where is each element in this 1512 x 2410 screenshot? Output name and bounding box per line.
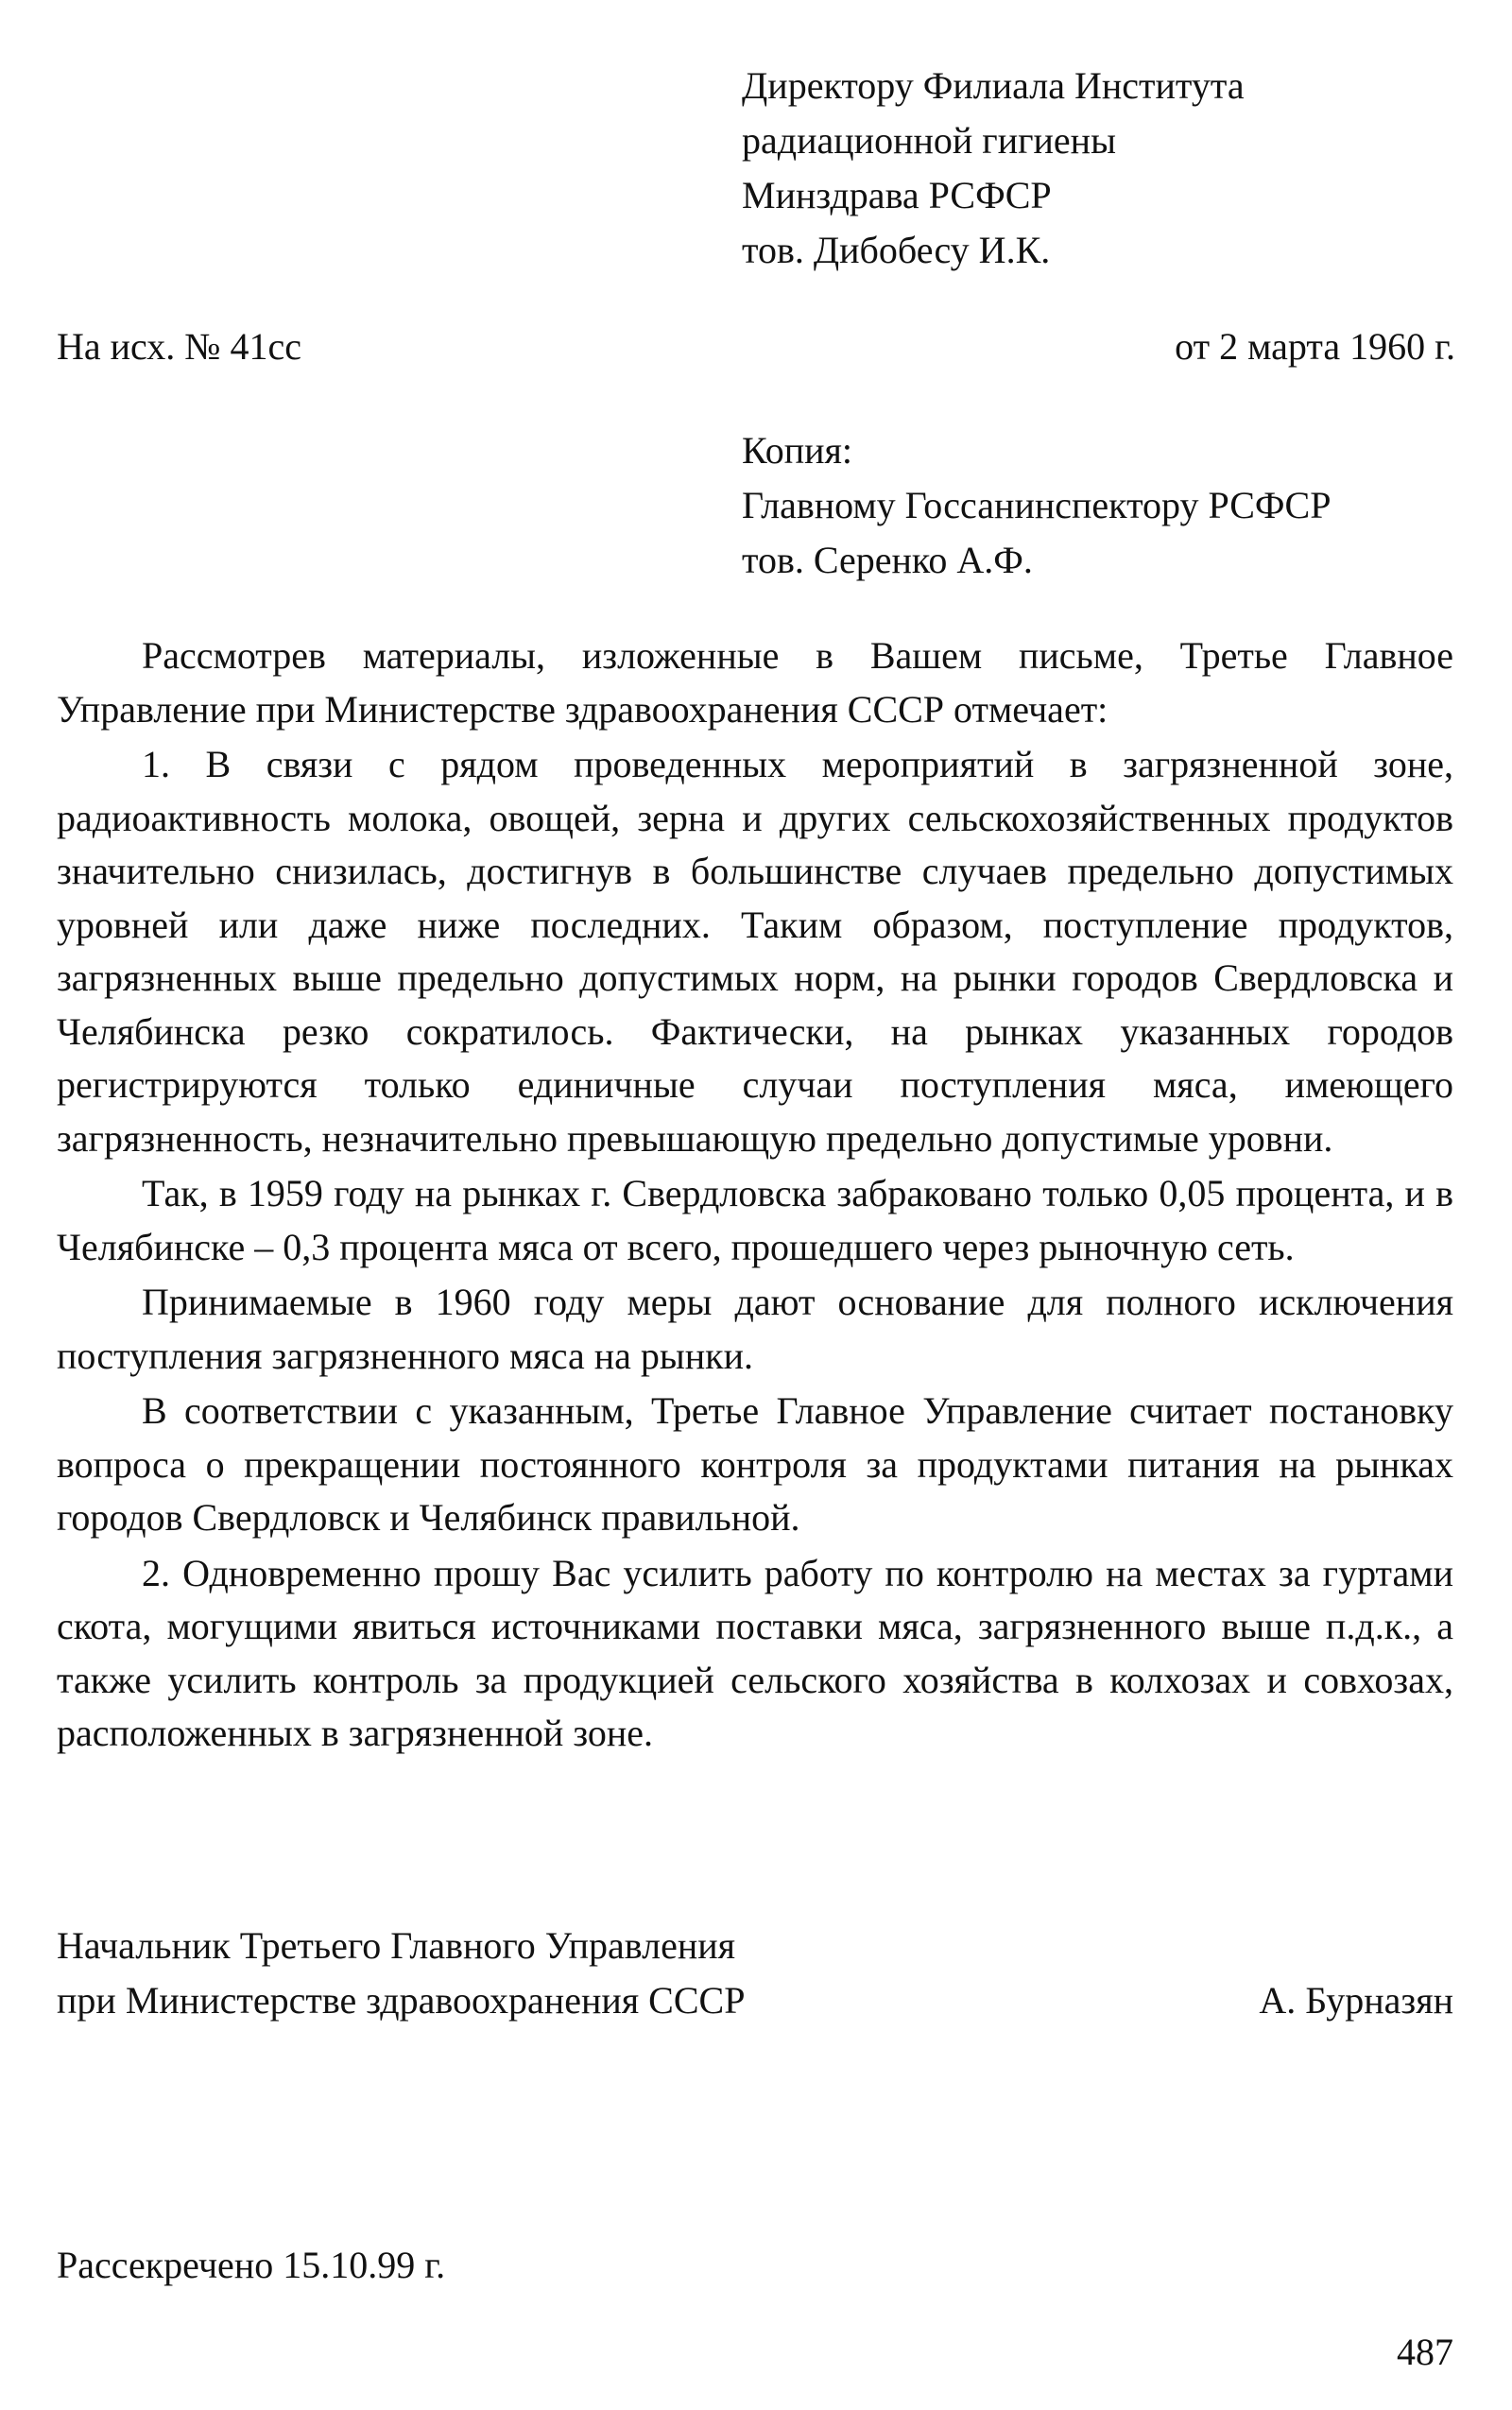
signatory-name: А. Бурназян <box>1259 1979 1453 2022</box>
declassification-note: Рассекречено 15.10.99 г. <box>57 2244 446 2286</box>
body-paragraph: В соответствии с указанным, Третье Главное Управление считает постановку вопроса о прекращении постоянного контроля за продуктами питания на рынках городов Свердловск и Челябинск правильной. <box>57 1389 1453 1539</box>
signature-title <box>57 1919 1453 2028</box>
copy-line: Главному Госсанинспектору РСФСР <box>742 484 1332 526</box>
body-paragraph: Так, в 1959 году на рынках г. Свердловска забраковано только 0,05 процента, и в Челябинске – 0,3 процента мяса от всего, прошедшего через рыночную сеть. <box>57 1172 1453 1268</box>
addressee-block <box>742 59 1245 278</box>
copy-line: тов. Серенко А.Ф. <box>742 539 1033 581</box>
letter-body <box>57 629 1453 1763</box>
reference-date: от 2 марта 1960 г. <box>1175 325 1455 368</box>
body-paragraph: 2. Одновременно прошу Вас усилить работу по контролю на местах за гуртами скота, могущими явиться источниками поставки мяса, загрязненного выше п.д.к., а также усилить контроль за продукцией сельского хозяйства в колхозах и совхозах, расположенных в загрязненной зоне. <box>57 1551 1453 1754</box>
signature-title-line: Начальник Третьего Главного Управления <box>57 1924 736 1967</box>
signature-title-line: при Министерстве здравоохранения СССР <box>57 1979 746 2022</box>
page-number: 487 <box>1397 2331 1453 2373</box>
addressee-line: Минздрава РСФСР <box>742 174 1052 216</box>
outgoing-number: На исх. № 41сс <box>57 325 301 368</box>
body-paragraph: Рассмотрев материалы, изложенные в Вашем письме, Третье Главное Управление при Министерстве здравоохранения СССР отмечает: <box>57 634 1453 731</box>
signature-block <box>57 1919 1453 2028</box>
addressee-line: радиационной гигиены <box>742 119 1116 162</box>
body-paragraph: 1. В связи с рядом проведенных мероприятий в загрязненной зоне, радиоактивность молока, овощей, зерна и других сельскохозяйственных продуктов значительно снизилась, достигнув в большинстве случаев предельно допустимых уровней или даже ниже последних. Таким образом, поступление продуктов, загрязненных выше предельно допустимых норм, на рынки городов Свердловска и Челябинска резко сократилось. Фактически, на рынках указанных городов регистрируются только единичные случаи поступления мяса, имеющего загрязненность, незначительно превышающую предельно допустимые уровни. <box>57 743 1453 1160</box>
copy-block <box>742 423 1331 588</box>
body-paragraph: Принимаемые в 1960 году меры дают основание для полного исключения поступления загрязненного мяса на рынки. <box>57 1281 1453 1377</box>
copy-label: Копия: <box>742 429 853 472</box>
addressee-line: Директору Филиала Института <box>742 64 1245 107</box>
addressee-line: тов. Дибобесу И.К. <box>742 229 1051 271</box>
